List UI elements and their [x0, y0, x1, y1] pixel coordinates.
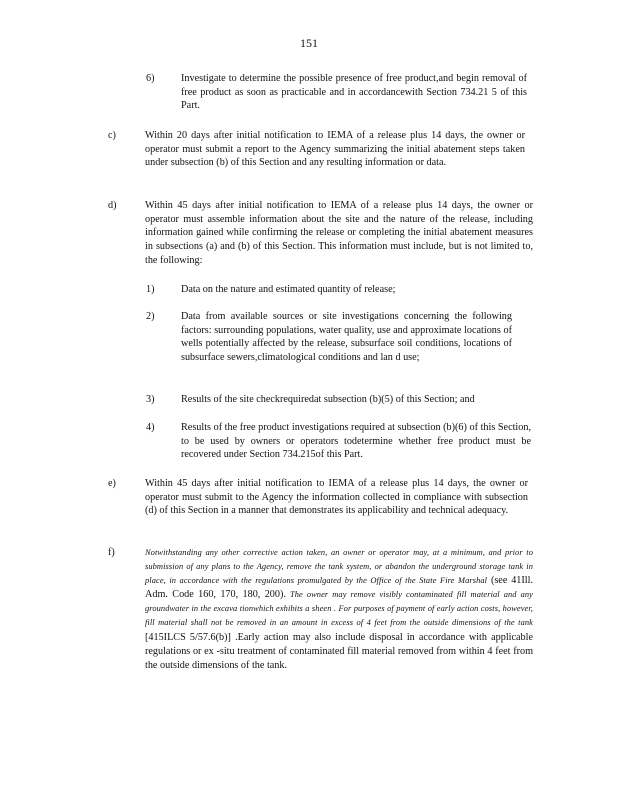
page-number: 151: [300, 36, 318, 50]
item-6-text: Investigate to determine the possible presence of free product,and begin removal of free product as soon as practicable and in accordancewith Section 734.21 5 of this Part.: [181, 73, 527, 112]
item-f-normal-1: (see 41Ill. Adm. Code 160, 170, 180, 200).: [145, 575, 533, 601]
item-f-label: f): [108, 547, 115, 558]
item-e-text: Within 45 days after initial notification to IEMA of a release plus 14 days, the owner or operator must submit to the Agency the information collected in compliance with subsection (d) of this Section in a manner that demonstrates its applicability and technical adequacy.: [145, 478, 528, 517]
item-d2-label: 2): [146, 311, 155, 322]
item-d2-text: Data from available sources or site investigations concerning the following factors: surrounding populations, water quality, use and approximate locations of wells potentially affected by the release, subsurface soil conditions, locations of subsurface sewers,climatological conditions and lan d use;: [181, 311, 512, 364]
item-d-label: d): [108, 200, 117, 211]
item-d3-text: Results of the site checkrequiredat subsection (b)(5) of this Section; and: [181, 394, 475, 405]
item-c-text: Within 20 days after initial notification to IEMA of a release plus 14 days, the owner or operator must submit a report to the Agency summarizing the initial abatement steps taken under subsection (b) of this Section and any resulting information or data.: [145, 130, 525, 169]
item-f-normal-2: [415ILCS 5/57.6(b)] .Early action may also include disposal in accordance with applicable regulations or ex -situ treatment of contaminated fill material removed from within 4 feet from the outside dimensions of the tank.: [145, 631, 533, 671]
item-d1-label: 1): [146, 284, 155, 295]
item-f-italic-2: The owner may remove visibly contaminated fill material and any groundwater in the excava tionwhich exhibits a sheen . For purposes of payment of early action costs, however, fill material shall not be removed in an amount in excess of 4 feet from the outside dimensions of the tank: [145, 590, 533, 628]
item-d3-label: 3): [146, 394, 155, 405]
item-d1-text: Data on the nature and estimated quantity of release;: [181, 284, 396, 295]
item-d4-label: 4): [146, 422, 155, 433]
item-e-label: e): [108, 478, 116, 489]
item-d-text: Within 45 days after initial notification to IEMA of a release plus 14 days, the owner or operator must assemble information about the site and the nature of the release, including information gained while confirming the release or completing the initial abatement measures in subsections (a) and (b) of this Section. This information must include, but is not limited to, the following:: [145, 200, 533, 266]
item-d4-text: Results of the free product investigations required at subsection (b)(6) of this Section, to be used by owners or operators todetermine whether free product must be recovered under Section 734.215of this Part.: [181, 422, 531, 461]
item-f-text: [145, 546, 533, 673]
item-6-label: 6): [146, 73, 155, 84]
item-f-italic-1: Notwithstanding any other corrective action taken, an owner or operator may, at a minimum, and prior to submission of any plans to the Agency, remove the tank system, or abandon the underground storage tank in place, in accordance with the regulations promulgated by the Office of the State Fire Marshal: [145, 548, 533, 586]
item-c-label: c): [108, 130, 116, 141]
